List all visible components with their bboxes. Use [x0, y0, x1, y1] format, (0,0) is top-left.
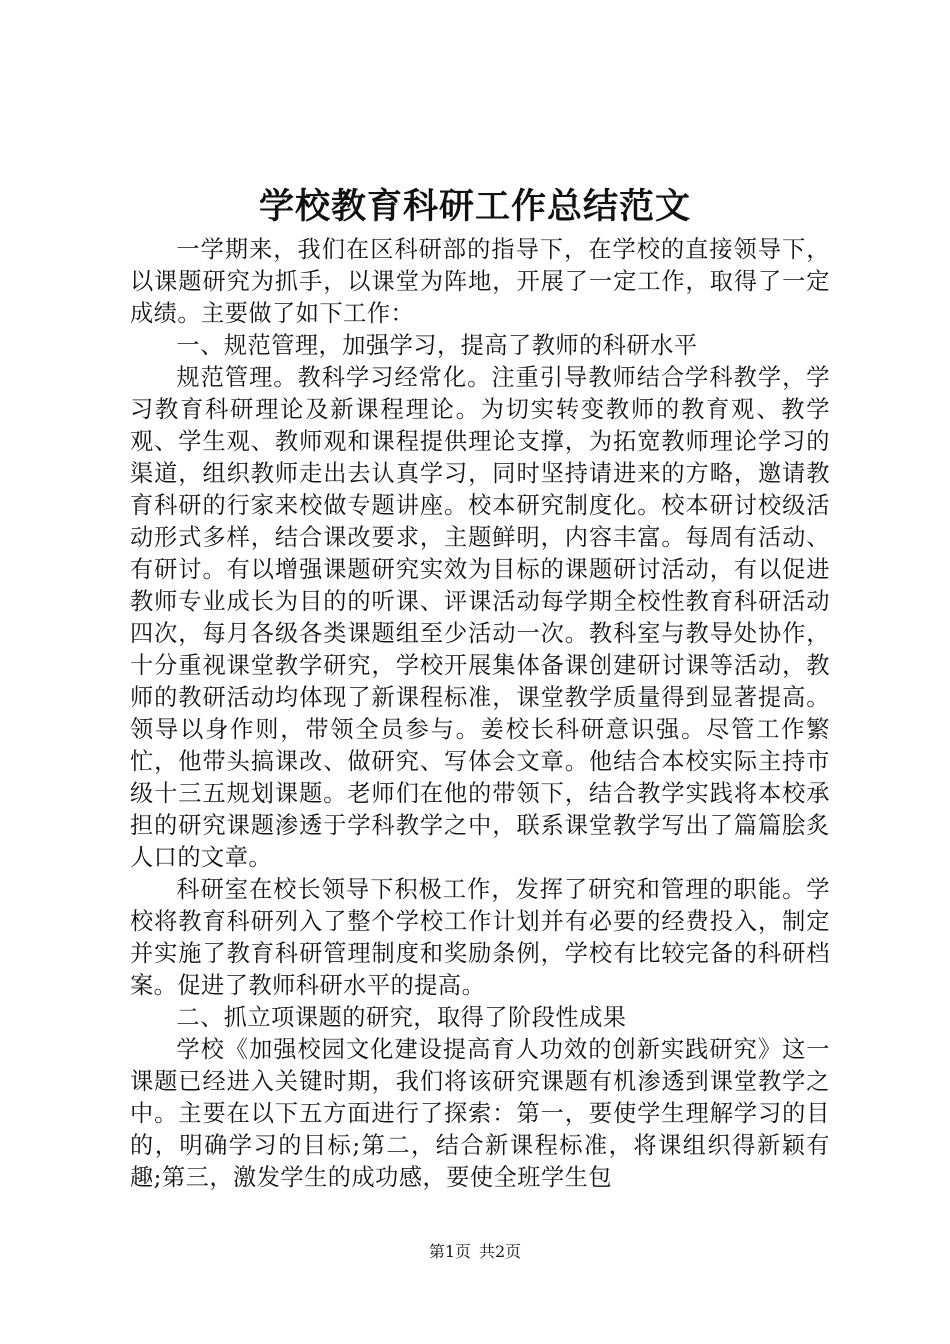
paragraph-research-office: 科研室在校长领导下积极工作，发挥了研究和管理的职能。学校将教育科研列入了整个学校工作计划并有必要的经费投入，制定并实施了教育科研管理制度和奖励条例，学校有比较完备的科研档案。促进了教师科研水平的提高。 [130, 876, 830, 999]
section-heading-2: 二、抓立项课题的研究，取得了阶段性成果 [176, 1004, 627, 1031]
paragraph-management: 规范管理。教科学习经常化。注重引导教师结合学科教学，学习教育科研理论及新课程理论。为切实转变教师的教育观、教学观、学生观、教师观和课程提供理论支撑，为拓宽教师理论学习的渠道，组织教师走出去认真学习，同时坚持请进来的方略，邀请教育科研的行家来校做专题讲座。校本研究制度化。校本研讨校级活动形式多样，结合课改要求，主题鲜明，内容丰富。每周有活动、有研讨。有以增强课题研究实效为目标的课题研讨活动，有以促进教师专业成长为目的的听课、评课活动每学期全校性教育科研活动四次，每月各级各类课题组至少活动一次。教科室与教导处协作，十分重视课堂教学研究，学校开展集体备课创建研讨课等活动，教师的教研活动均体现了新课程标准，课堂教学质量得到显著提高。领导以身作则，带领全员参与。姜校长科研意识强。尽管工作繁忙，他带头搞课改、做研究、写体会文章。他结合本校实际主持市级十三五规划课题。老师们在他的带领下，结合教学实践将本校承担的研究课题渗透于学科教学之中，联系课堂教学写出了篇篇脍炙人口的文章。 [130, 364, 830, 871]
page-footer [0, 1241, 950, 1263]
paragraph-project: 学校《加强校园文化建设提高育人功效的创新实践研究》这一课题已经进入关键时期，我们将该研究课题有机渗透到课堂教学之中。主要在以下五方面进行了探索：第一，要使学生理解学习的目的，明确学习的目标;第二，结合新课程标准，将课组织得新颖有趣;第三，激发学生的成功感，要使全班学生包 [130, 1036, 830, 1191]
page-total: 共2页 [479, 1242, 522, 1261]
section-heading-1: 一、规范管理，加强学习，提高了教师的科研水平 [176, 332, 698, 359]
document-title: 学校教育科研工作总结范文 [258, 186, 691, 227]
page-number: 第1页 [428, 1242, 471, 1261]
document-body [130, 234, 830, 1194]
paragraph-intro: 一学期来，我们在区科研部的指导下，在学校的直接领导下，以课题研究为抓手，以课堂为阵地，开展了一定工作，取得了一定成绩。主要做了如下工作： [130, 236, 830, 327]
